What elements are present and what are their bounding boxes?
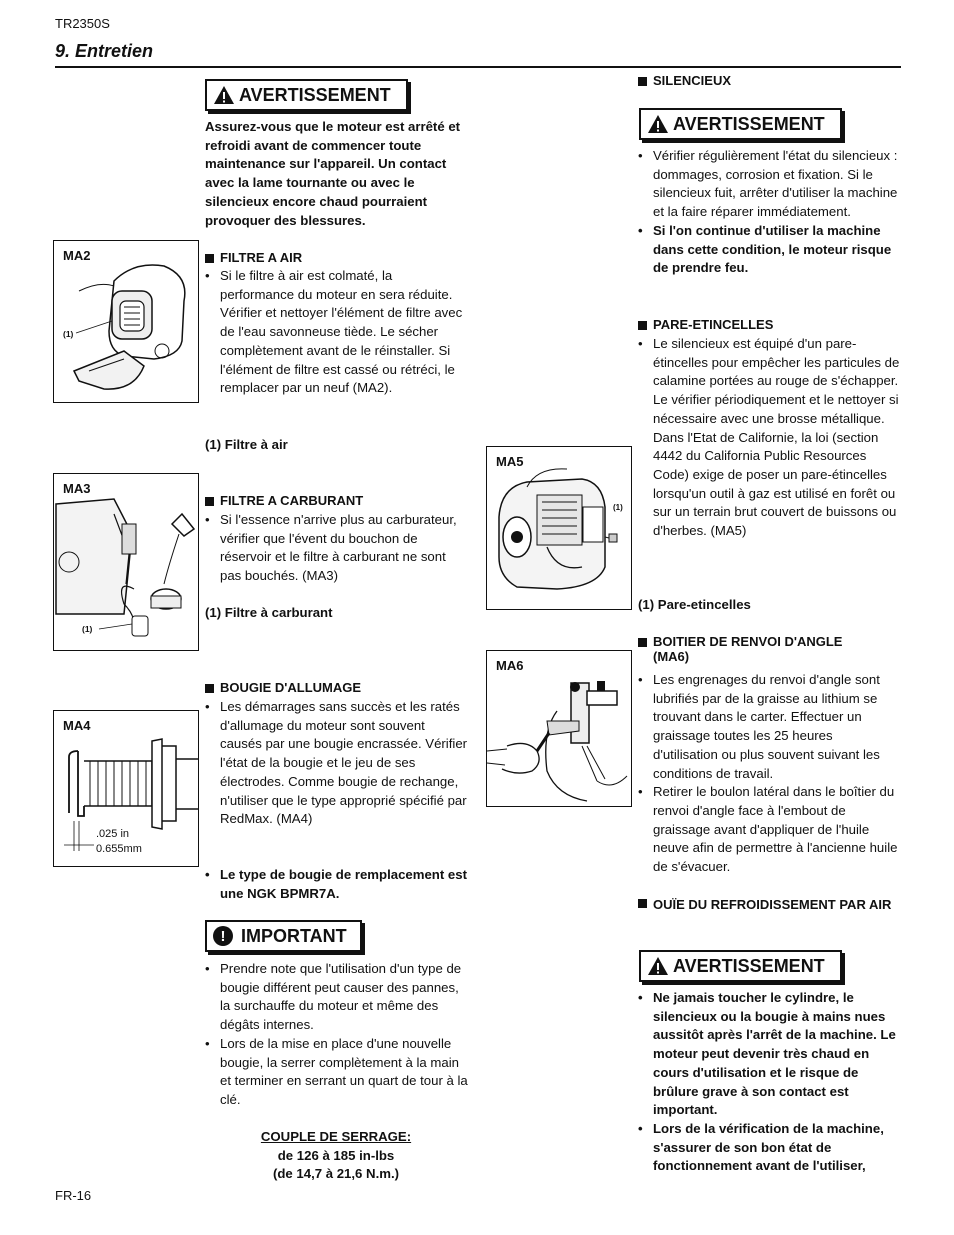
square-bullet-icon — [638, 638, 647, 647]
figure-ma2 — [53, 240, 199, 403]
fuel-filter-illustration — [54, 474, 198, 650]
engine-illustration — [487, 447, 631, 609]
warning-box-cooling — [639, 950, 842, 982]
section-title: 9. Entretien — [55, 41, 154, 61]
gap-in: .025 in — [96, 828, 130, 840]
warning-label: AVERTISSEMENT — [673, 113, 825, 134]
heading-text: BOUGIE D'ALLUMAGE — [220, 680, 362, 695]
warning-triangle-icon — [647, 956, 669, 976]
square-bullet-icon — [205, 254, 214, 263]
muffler-list — [638, 147, 900, 278]
spark-arrestor-list — [638, 335, 900, 541]
air-filter-illustration — [54, 241, 198, 402]
heading-text: BOITIER DE RENVOI D'ANGLE — [653, 634, 843, 649]
exclamation-icon: ! — [213, 926, 233, 946]
square-bullet-icon — [638, 321, 647, 330]
figure-label: MA2 — [63, 248, 91, 263]
heading-text: OUÏE DU REFROIDISSEMENT PAR AIR — [653, 897, 892, 912]
list-item: • Vérifier régulièrement l'état du silencieux : dommages, corrosion et fixation. Si le silencieux fuit, arrêter d'utiliser la machine et la faire réparer immédiatement. — [638, 147, 900, 222]
list-item: • Les engrenages du renvoi d'angle sont lubrifiés par de la graisse au lithium se trouvant dans le carter. Effectuer un graissage toutes les 25 heures d'utilisation ou plus souvent suivant les conditions de travail. — [638, 671, 900, 783]
list-item: • Lors de la vérification de la machine, s'assurer de son bon état de fonctionnement avant de l'utiliser, — [638, 1120, 902, 1176]
heading-text: FILTRE A CARBURANT — [220, 493, 364, 508]
square-bullet-icon — [638, 77, 647, 86]
spark-plug-heading — [205, 680, 361, 695]
figure-label: MA6 — [496, 658, 524, 673]
figure-ma3 — [53, 473, 199, 651]
figure-callout: (1) — [613, 503, 623, 512]
figure-ma4 — [53, 710, 199, 867]
spark-plug-list — [205, 698, 469, 829]
warning-triangle-icon — [647, 114, 669, 134]
list-item — [638, 335, 900, 541]
list-item: • Ne jamais toucher le cylindre, le silencieux ou la bougie à mains nues aussitôt après l'arrêt de la machine. Le moteur peut devenir très chaud en cours d'utilisation et le risque de brûlure grave à son contact est important. — [638, 989, 902, 1120]
list-item: • Les démarrages sans succès et les ratés d'allumage du moteur sont souvent causés par une bougie encrassée. Vérifier l'état de la bougie et le jeu de ses électrodes. Comme bougie de rechange, n'utiliser que le type approprié spécifié par RedMax. (MA4) — [205, 698, 469, 829]
warning-box-main — [205, 79, 408, 111]
figure-ma6 — [486, 650, 632, 807]
cooling-list — [638, 989, 902, 1176]
header-rule — [55, 66, 901, 68]
gear-case-heading — [638, 634, 900, 664]
torque-line-2: (de 14,7 à 21,6 N.m.) — [272, 1166, 400, 1182]
list-item: • Si le filtre à air est colmaté, la performance du moteur en sera réduite. Vérifier et nettoyer l'élément de filtre avec de l'eau savonneuse tiède. Le sécher complètement avant de le réinstaller. Si l'élément de filtre est cassé ou rétréci, le remplacer par un neuf (MA2). — [205, 267, 469, 398]
warning-text-main: Assurez-vous que le moteur est arrêté et refroidi avant de commencer toute maintenance sur l'appareil. Un contact avec la lame tournante ou avec le silencieux encore chaud pourraient provoquer des blessures. — [205, 119, 461, 228]
list-item: • Prendre note que l'utilisation d'un type de bougie différent peut causer des pannes, la surchauffe du moteur et même des dégâts internes. — [205, 960, 469, 1035]
page-number: FR-16 — [55, 1188, 92, 1203]
list-item-text: Le silencieux est équipé d'un pare-étincelles pour empêcher les particules de calamine portées au rouge de s'échapper. Le vérifier périodiquement et le nettoyer si nécessaire avec une brosse métallique. — [653, 336, 900, 426]
important-box — [205, 920, 362, 952]
air-filter-caption: (1) Filtre à air — [205, 437, 288, 452]
warning-label: AVERTISSEMENT — [239, 84, 391, 105]
figure-label: MA4 — [63, 718, 91, 733]
air-filter-heading — [205, 250, 302, 265]
list-item: • Si l'on continue d'utiliser la machine dans cette condition, le moteur risque de prendre feu. — [638, 222, 900, 278]
heading-text: FILTRE A AIR — [220, 250, 303, 265]
spark-arrestor-caption: (1) Pare-etincelles — [638, 597, 751, 612]
square-bullet-icon — [205, 497, 214, 506]
warning-box-muffler — [639, 108, 842, 140]
list-item: • Retirer le boulon latéral dans le boîtier du renvoi d'angle face à l'embout de graissage avant d'appliquer de l'huile neuve afin de permettre à l'ancienne huile de s'évacuer. — [638, 783, 900, 877]
important-label: IMPORTANT — [241, 925, 347, 946]
figure-callout: (1) — [82, 624, 93, 634]
torque-title: COUPLE DE SERRAGE: — [260, 1129, 412, 1144]
figure-callout: (1) — [63, 329, 74, 339]
spark-plug-note — [205, 866, 467, 903]
torque-block — [205, 1128, 467, 1184]
square-bullet-icon — [638, 899, 647, 908]
figure-ma5 — [486, 446, 632, 610]
gear-case-list — [638, 671, 900, 877]
spark-arrestor-heading — [638, 317, 773, 332]
muffler-heading — [638, 73, 731, 88]
air-filter-list — [205, 267, 469, 398]
heading-text: PARE-ETINCELLES — [653, 317, 774, 332]
fuel-filter-list — [205, 511, 467, 586]
fuel-filter-caption: (1) Filtre à carburant — [205, 605, 333, 620]
list-item: • Le type de bougie de remplacement est une NGK BPMR7A. — [205, 866, 467, 903]
list-item: • Si l'essence n'arrive plus au carburateur, vérifier que l'évent du bouchon de réservoir et le filtre à carburant ne sont pas bouchés. (MA3) — [205, 511, 467, 586]
warning-triangle-icon — [213, 85, 235, 105]
figure-label: MA5 — [496, 454, 524, 469]
gear-case-illustration — [487, 651, 631, 806]
figure-label: MA3 — [63, 481, 91, 496]
important-list — [205, 960, 469, 1110]
model-number: TR2350S — [55, 16, 110, 31]
gap-mm: 0.655mm — [96, 843, 142, 855]
square-bullet-icon — [205, 684, 214, 693]
cooling-heading — [638, 895, 900, 914]
warning-label: AVERTISSEMENT — [673, 955, 825, 976]
heading-text: (MA6) — [653, 649, 690, 664]
torque-line-1: de 126 à 185 in-lbs — [277, 1147, 395, 1163]
fuel-filter-heading — [205, 493, 363, 508]
heading-text: SILENCIEUX — [653, 73, 732, 88]
list-item-text: Dans l'Etat de Californie, la loi (section 4442 du California Public Resources Code) exige de poser un pare-étincelles lorsqu'un outil à gaz est utilisé en forêt ou sur un terrain brut couvert de buissons ou d'herbes. (MA5) — [653, 429, 897, 539]
list-item: • Lors de la mise en place d'une nouvelle bougie, la serrer complètement à la main et terminer en serrant un quart de tour à la clé. — [205, 1035, 469, 1110]
